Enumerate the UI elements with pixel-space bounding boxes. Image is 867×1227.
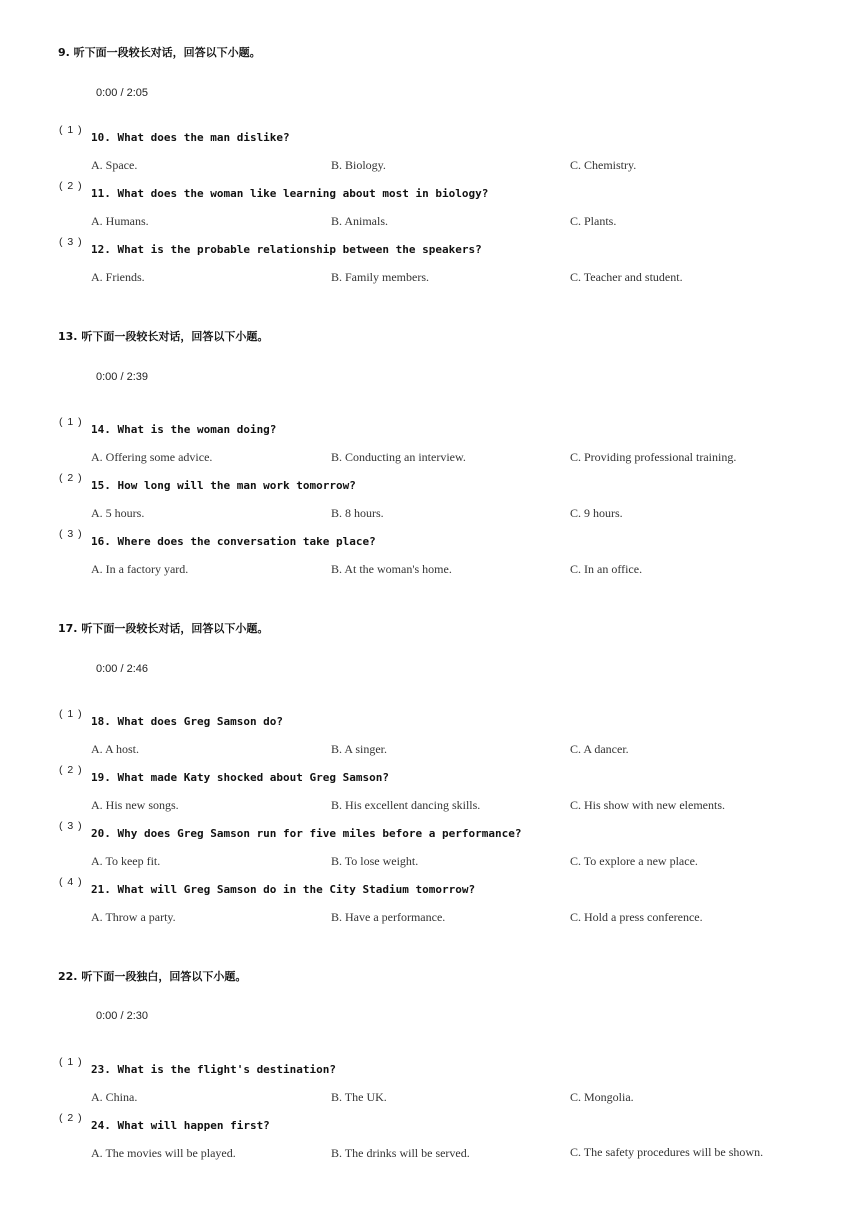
question-text: 14. What is the woman doing? [91,423,277,436]
sub-question-number: ( 1 ) [59,1056,83,1068]
option-a[interactable]: A. Space. [91,158,138,172]
option-c[interactable]: C. A dancer. [570,742,629,756]
sub-question-number: ( 2 ) [59,764,83,776]
option-a[interactable]: A. China. [91,1090,138,1104]
option-c[interactable]: C. Teacher and student. [570,270,683,284]
audio-player-time[interactable]: 0:00 / 2:46 [96,663,148,675]
audio-player-time[interactable]: 0:00 / 2:30 [96,1010,148,1022]
question-text: 20. Why does Greg Samson run for five miles before a performance? [91,827,522,840]
option-a[interactable]: A. To keep fit. [91,854,161,868]
option-a[interactable]: A. Humans. [91,214,149,228]
question-text: 19. What made Katy shocked about Greg Samson? [91,771,390,784]
option-b[interactable]: B. 8 hours. [331,506,384,520]
option-c[interactable]: C. Chemistry. [570,158,637,172]
option-b[interactable]: B. Biology. [331,158,386,172]
question-text: 11. What does the woman like learning about most in biology? [91,187,489,200]
option-b[interactable]: B. Animals. [331,214,389,228]
question-text: 18. What does Greg Samson do? [91,715,284,728]
sub-question-number: ( 1 ) [59,708,83,720]
option-c[interactable]: C. In an office. [570,562,643,576]
option-b[interactable]: B. Conducting an interview. [331,450,466,464]
option-c[interactable]: C. Plants. [570,214,617,228]
option-c[interactable]: C. His show with new elements. [570,798,725,812]
sub-question-number: ( 3 ) [59,236,83,248]
option-a[interactable]: A. The movies will be played. [91,1146,236,1160]
question-text: 15. How long will the man work tomorrow? [91,479,356,492]
sub-question-number: ( 2 ) [59,1112,83,1124]
option-a[interactable]: A. 5 hours. [91,506,145,520]
question-text: 16. Where does the conversation take place? [91,535,376,548]
sub-question-number: ( 2 ) [59,180,83,192]
sub-question-number: ( 4 ) [59,876,83,888]
question-text: 23. What is the flight's destination? [91,1063,337,1076]
section-title: 22. 听下面一段独白，回答以下小题。 [58,970,247,983]
section-title: 13. 听下面一段较长对话，回答以下小题。 [58,330,269,343]
option-c[interactable]: C. The safety procedures will be shown. [570,1145,764,1159]
question-text: 24. What will happen first? [91,1119,270,1132]
sub-question-number: ( 1 ) [59,124,83,136]
option-b[interactable]: B. His excellent dancing skills. [331,798,481,812]
question-text: 21. What will Greg Samson do in the City Stadium tomorrow? [91,883,476,896]
option-c[interactable]: C. Mongolia. [570,1090,634,1104]
option-b[interactable]: B. A singer. [331,742,388,756]
option-c[interactable]: C. Hold a press conference. [570,910,703,924]
option-c[interactable]: C. To explore a new place. [570,854,698,868]
option-a[interactable]: A. His new songs. [91,798,179,812]
option-c[interactable]: C. 9 hours. [570,506,623,520]
option-b[interactable]: B. The UK. [331,1090,387,1104]
option-a[interactable]: A. A host. [91,742,140,756]
section-title: 17. 听下面一段较长对话，回答以下小题。 [58,622,269,635]
option-c[interactable]: C. Providing professional training. [570,450,737,464]
question-text: 12. What is the probable relationship between the speakers? [91,243,482,256]
option-a[interactable]: A. Throw a party. [91,910,176,924]
sub-question-number: ( 1 ) [59,416,83,428]
option-b[interactable]: B. At the woman's home. [331,562,452,576]
sub-question-number: ( 2 ) [59,472,83,484]
option-b[interactable]: B. The drinks will be served. [331,1146,470,1160]
option-a[interactable]: A. In a factory yard. [91,562,189,576]
audio-player-time[interactable]: 0:00 / 2:05 [96,87,148,99]
section-title: 9. 听下面一段较长对话，回答以下小题。 [58,46,261,59]
sub-question-number: ( 3 ) [59,528,83,540]
option-a[interactable]: A. Friends. [91,270,145,284]
option-b[interactable]: B. To lose weight. [331,854,419,868]
question-text: 10. What does the man dislike? [91,131,290,144]
option-b[interactable]: B. Have a performance. [331,910,446,924]
audio-player-time[interactable]: 0:00 / 2:39 [96,371,148,383]
sub-question-number: ( 3 ) [59,820,83,832]
option-a[interactable]: A. Offering some advice. [91,450,213,464]
option-b[interactable]: B. Family members. [331,270,429,284]
